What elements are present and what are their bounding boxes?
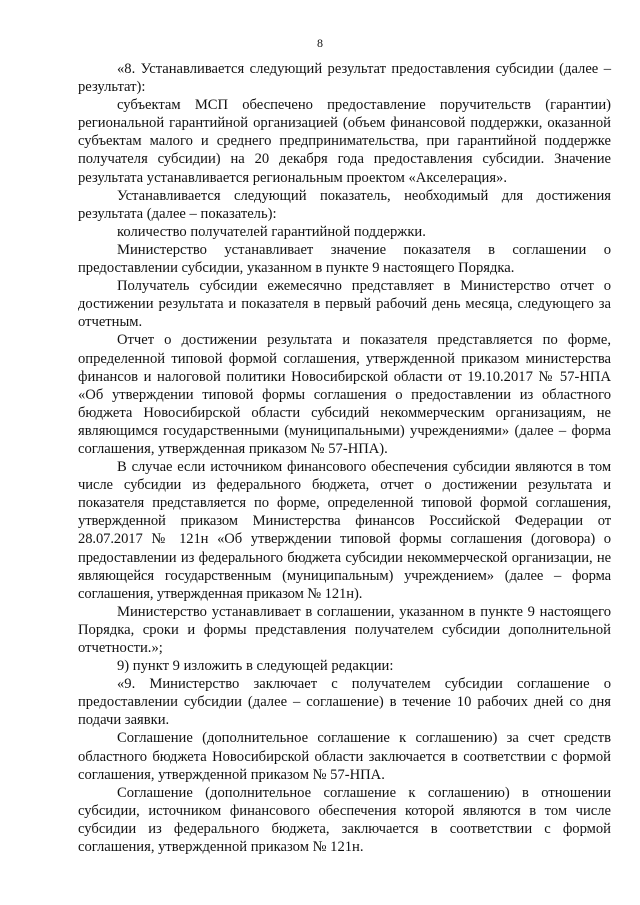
document-body [78, 60, 611, 856]
page-number: 8 [317, 36, 323, 50]
paragraph: Отчет о достижении результата и показателя представляется по форме, определенной типовой формой соглашения, утвержденной приказом министерства финансов и налоговой политики Новосибирской области от 19.10.2017 № 57-НПА «Об утверждении типовой формы соглашения о предоставлении из областного бюджета Новосибирской области субсидий некоммерческим организациям, не являющимся государственными (муниципальными) учреждениями» (далее – форма соглашения, утвержденная приказом № 57-НПА). [78, 332, 611, 457]
paragraph: Министерство устанавливает в соглашении, указанном в пункте 9 настоящего Порядка, сроки и формы представления получателем субсидии дополнительной отчетности.»; [78, 603, 611, 656]
paragraph: 9) пункт 9 изложить в следующей редакции: [117, 658, 394, 675]
paragraph: Министерство устанавливает значение показателя в соглашении о предоставлении субсидии, указанном в пункте 9 настоящего Порядка. [78, 241, 611, 277]
paragraph: Соглашение (дополнительное соглашение к соглашению) за счет средств областного бюджета Новосибирской области заключается в соответствии с формой соглашения, утвержденной приказом № 57-НПА. [78, 730, 611, 783]
paragraph: количество получателей гарантийной поддержки. [117, 223, 426, 240]
paragraph: Устанавливается следующий показатель, необходимый для достижения результата (далее – показатель): [78, 187, 611, 222]
paragraph: В случае если источником финансового обеспечения субсидии являются в том числе субсидии из федерального бюджета, отчет о достижении результата и показателя представляется по форме, определенной типовой формой соглашения, утвержденной приказом Министерства финансов Российской Федерации от 28.07.2017 № 121н «Об утверждении типовой формы соглашения (договора) о предоставлении из федерального бюджета субсидии некоммерческой организации, не являющейся государственным (муниципальным) учреждением» (далее – форма соглашения, утвержденная приказом № 121н). [78, 459, 611, 602]
paragraph: субъектам МСП обеспечено предоставление поручительств (гарантии) региональной гарантийной организацией (объем финансовой поддержки, оказанной субъектам малого и среднего предпринимательства, при гарантийной поддержке получателя субсидии) на 20 декабря года предоставления субсидии. Значение результата устанавливается региональным проектом «Акселерация». [78, 97, 611, 186]
paragraph: «9. Министерство заключает с получателем субсидии соглашение о предоставлении субсидии (далее – соглашение) в течение 10 рабочих дней со дня подачи заявки. [78, 676, 611, 729]
paragraph: Получатель субсидии ежемесячно представляет в Министерство отчет о достижении результата и показателя в первый рабочий день месяца, следующего за отчетным. [78, 278, 611, 331]
paragraph: «8. Устанавливается следующий результат предоставления субсидии (далее – результат): [78, 61, 611, 96]
paragraph: Соглашение (дополнительное соглашение к соглашению) в отношении субсидии, источником финансового обеспечения которой являются в том числе субсидии из федерального бюджета, заключается в соответствии с формой соглашения, утвержденной приказом № 121н. [78, 784, 611, 856]
